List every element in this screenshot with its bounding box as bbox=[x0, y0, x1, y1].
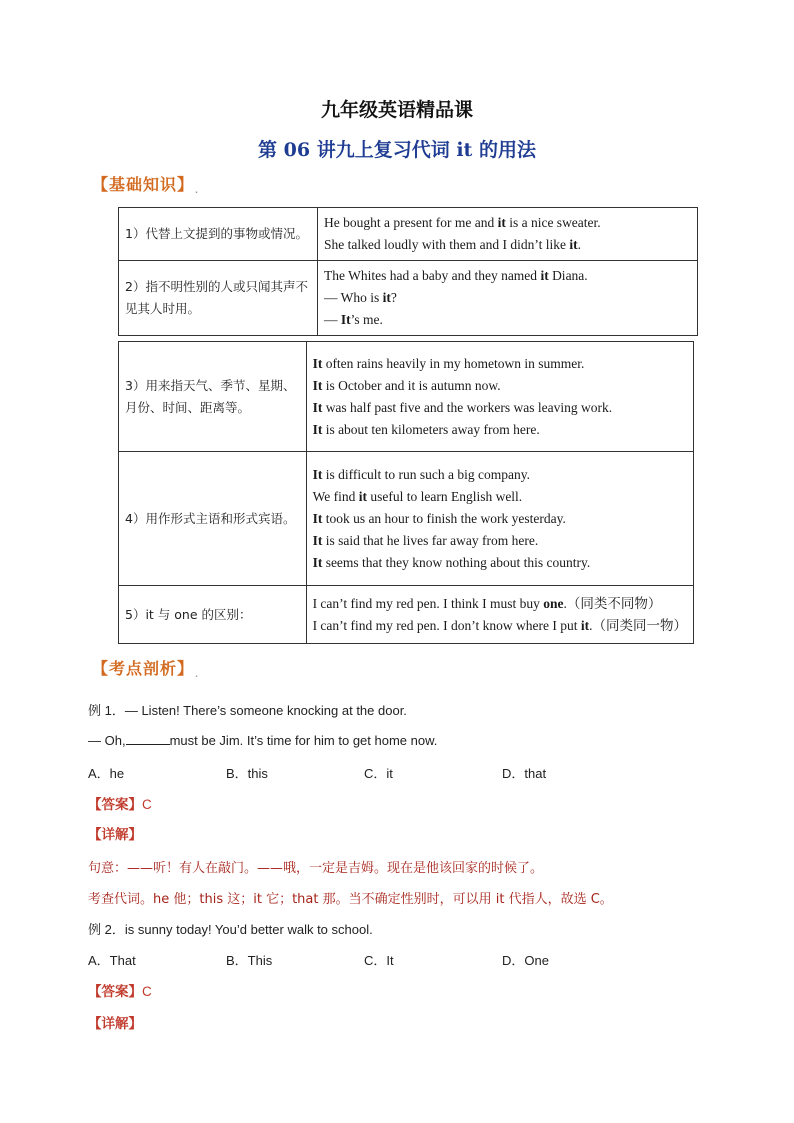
example-sentence: It was half past five and the workers was leaving work. bbox=[312, 399, 613, 415]
example-sentence: It is said that he lives far away from here. bbox=[312, 532, 539, 548]
usage-examples bbox=[306, 586, 693, 644]
table-row bbox=[119, 342, 694, 452]
q1-answer: 【答案】C bbox=[88, 797, 152, 813]
q1-option-a: A．he bbox=[88, 766, 125, 781]
example-sentence: It often rains heavily in my hometown in summer. bbox=[312, 355, 585, 371]
example-sentence: I can’t find my red pen. I don’t know where I put it.（同类同一物） bbox=[312, 617, 687, 633]
highlighted-word: It bbox=[312, 421, 323, 437]
q1-option-c: C．it bbox=[364, 766, 393, 781]
example-sentence: The Whites had a baby and they named it Diana. bbox=[324, 268, 588, 283]
example-sentence: He bought a present for me and it is a nice sweater. bbox=[324, 215, 601, 230]
example-sentence: We find it useful to learn English well. bbox=[312, 488, 523, 504]
page-title: 九年级英语精品课 bbox=[320, 99, 473, 121]
q2-detail-label: 【详解】 bbox=[88, 1016, 142, 1032]
usage-examples bbox=[318, 208, 698, 261]
highlighted-word: it bbox=[497, 215, 506, 230]
usage-table-1 bbox=[118, 207, 698, 336]
question-2-stem: 例 2．is sunny today! You’d better walk to school. bbox=[88, 922, 373, 937]
highlighted-word: It bbox=[312, 510, 323, 526]
table-row bbox=[119, 208, 698, 261]
usage-category: 5）it 与 one 的区别： bbox=[119, 586, 307, 644]
example-sentence: It seems that they know nothing about this country. bbox=[312, 554, 591, 570]
example-sentence: It is about ten kilometers away from here. bbox=[312, 421, 540, 437]
highlighted-word: one bbox=[543, 595, 564, 611]
q1-explanation-analysis: 考查代词。he 他；this 这；it 它；that 那。当不确定性别时，可以用 it 代指人，故选 C。 bbox=[88, 892, 613, 907]
highlighted-word: It bbox=[312, 554, 323, 570]
q1-option-d: D．that bbox=[502, 766, 547, 781]
highlighted-word: It bbox=[340, 312, 351, 327]
usage-category: 4）用作形式主语和形式宾语。 bbox=[119, 452, 307, 586]
highlighted-word: it bbox=[569, 237, 578, 252]
usage-examples bbox=[306, 342, 693, 452]
usage-category: 2）指不明性别的人或只闻其声不见其人时用。 bbox=[119, 261, 318, 336]
q2-answer: 【答案】C bbox=[88, 984, 152, 1000]
highlighted-word: it bbox=[540, 268, 549, 283]
highlighted-word: It bbox=[312, 532, 323, 548]
usage-examples bbox=[318, 261, 698, 336]
highlighted-word: It bbox=[312, 399, 323, 415]
example-sentence: It is October and it is autumn now. bbox=[312, 377, 501, 393]
q2-option-d: D．One bbox=[502, 953, 549, 968]
highlighted-word: It bbox=[312, 377, 323, 393]
highlighted-word: It bbox=[312, 466, 323, 482]
table-row bbox=[119, 452, 694, 586]
table-row bbox=[119, 586, 694, 644]
q2-option-b: B．This bbox=[226, 953, 273, 968]
q1-explanation-translation: 句意：——听！有人在敲门。——哦，一定是吉姆。现在是他该回家的时候了。 bbox=[88, 861, 544, 876]
usage-examples bbox=[306, 452, 693, 586]
question-1-stem: 例 1．— Listen! There’s someone knocking at the door. bbox=[88, 703, 407, 718]
highlighted-word: It bbox=[312, 355, 323, 371]
usage-table-2 bbox=[118, 341, 694, 644]
example-sentence: It took us an hour to finish the work yesterday. bbox=[312, 510, 566, 526]
question-1-stem-line2: — Oh, must be Jim. It’s time for him to get home now. bbox=[88, 733, 438, 748]
usage-category: 1）代替上文提到的事物或情况。 bbox=[119, 208, 318, 261]
section-heading-analysis: 【考点剖析】. bbox=[92, 659, 200, 679]
highlighted-word: it bbox=[382, 290, 391, 305]
example-sentence: — Who is it? bbox=[324, 290, 397, 305]
highlighted-word: it bbox=[358, 488, 367, 504]
q1-detail-label: 【详解】 bbox=[88, 827, 142, 843]
section-heading-basics: 【基础知识】. bbox=[92, 175, 200, 195]
highlighted-word: it bbox=[580, 617, 590, 633]
example-sentence: She talked loudly with them and I didn’t like it. bbox=[324, 237, 581, 252]
usage-category: 3）用来指天气、季节、星期、月份、时间、距离等。 bbox=[119, 342, 307, 452]
table-row bbox=[119, 261, 698, 336]
example-sentence: — It’s me. bbox=[324, 312, 383, 327]
q2-option-c: C．It bbox=[364, 953, 394, 968]
example-sentence: I can’t find my red pen. I think I must buy one.（同类不同物） bbox=[312, 595, 662, 611]
lesson-title: 第 06 讲九上复习代词 it 的用法 bbox=[258, 139, 536, 161]
example-sentence: It is difficult to run such a big company. bbox=[312, 466, 531, 482]
q1-option-b: B．this bbox=[226, 766, 268, 781]
answer-blank bbox=[126, 732, 170, 745]
q2-option-a: A．That bbox=[88, 953, 136, 968]
